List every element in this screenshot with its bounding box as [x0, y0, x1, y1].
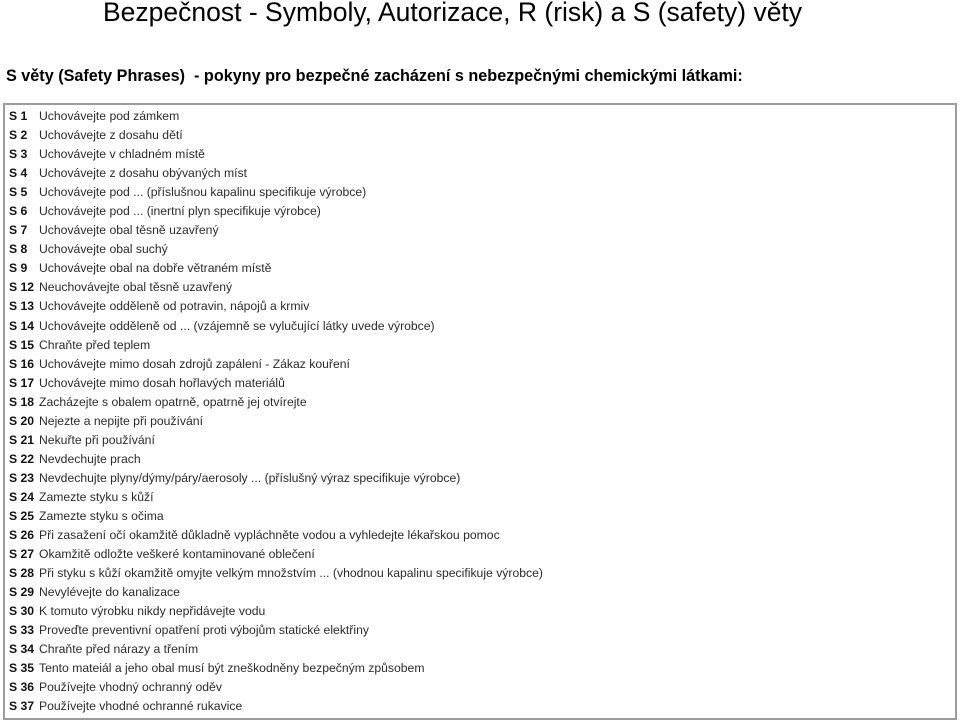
table-row: [5, 678, 955, 697]
phrase-text: Proveďte preventivní opatření proti výbojům statické elektřiny: [39, 623, 369, 638]
phrase-text: Uchovávejte pod zámkem: [39, 109, 180, 124]
table-row: [5, 278, 955, 297]
phrase-text: Používejte vhodný ochranný oděv: [39, 680, 222, 695]
phrase-code: S 20: [9, 413, 35, 428]
phrase-code: S 5: [9, 185, 28, 200]
phrase-code: S 24: [9, 489, 35, 504]
phrase-code: S 1: [9, 109, 28, 124]
phrase-code: S 12: [9, 280, 35, 295]
phrase-text: Zamezte styku s očima: [39, 509, 164, 523]
phrase-code: S 7: [9, 223, 28, 238]
phrase-text: Při zasažení očí okamžitě důkladně vypláchněte vodou a vyhledejte lékařskou pomoc: [39, 528, 500, 543]
table-row: [5, 297, 955, 316]
table-row: [5, 336, 955, 355]
table-row: [5, 164, 955, 183]
table-row: [5, 412, 955, 431]
phrase-code: S 3: [9, 147, 28, 162]
table-row: [5, 126, 955, 145]
table-row: [5, 317, 955, 336]
phrase-text: Uchovávejte mimo dosah zdrojů zapálení - Zákaz kouření: [39, 356, 350, 371]
phrase-code: S 17: [9, 375, 35, 390]
table-row: [5, 488, 955, 507]
phrase-text: Uchovávejte pod ... (příslušnou kapalinu specifikuje výrobce): [39, 185, 367, 200]
phrase-code: S 33: [9, 623, 35, 638]
table-row: [5, 526, 955, 545]
phrase-text: Chraňte před teplem: [39, 337, 151, 352]
table-row: [5, 221, 955, 240]
phrase-code: S 37: [9, 699, 35, 714]
phrase-text: Používejte vhodné ochranné rukavice: [39, 699, 243, 714]
phrase-text: Uchovávejte pod ... (inertní plyn specifikuje výrobce): [39, 204, 321, 219]
phrase-code: S 26: [9, 528, 35, 543]
phrase-text: Okamžitě odložte veškeré kontaminované oblečení: [39, 547, 315, 562]
table-row: [5, 202, 955, 221]
table-row: [5, 431, 955, 450]
table-row: [5, 374, 955, 393]
phrase-code: S 23: [9, 470, 35, 485]
phrase-code: S 25: [9, 509, 35, 523]
table-row: [5, 259, 955, 278]
phrase-code: S 28: [9, 566, 35, 581]
table-row: [5, 355, 955, 374]
phrase-text: Uchovávejte obal těsně uzavřený: [39, 223, 219, 238]
phrase-code: S 18: [9, 394, 35, 409]
table-row: [5, 107, 955, 126]
phrase-text: Uchovávejte v chladném místě: [39, 147, 205, 162]
table-row: [5, 564, 955, 583]
phrase-code: S 15: [9, 337, 35, 352]
phrase-code: S 16: [9, 356, 35, 371]
phrase-code: S 8: [9, 242, 28, 257]
phrase-text: Zamezte styku s kůží: [39, 489, 154, 504]
table-row: [5, 183, 955, 202]
table-row: [5, 145, 955, 164]
phrase-code: S 27: [9, 547, 35, 562]
phrase-code: S 14: [9, 318, 35, 333]
phrase-code: S 9: [9, 261, 28, 276]
safety-phrases-table: [3, 103, 957, 720]
phrase-text: Při styku s kůží okamžitě omyjte velkým množstvím ... (vhodnou kapalinu specifikuje výrobce): [39, 566, 543, 581]
phrase-code: S 30: [9, 604, 35, 619]
table-row: [5, 621, 955, 640]
phrase-text: Uchovávejte obal suchý: [39, 242, 168, 257]
phrase-code: S 21: [9, 432, 35, 447]
phrase-text: Tento mateiál a jeho obal musí být zneškodněny bezpečným způsobem: [39, 661, 425, 676]
table-row: [5, 240, 955, 259]
phrase-text: Nekuřte při používání: [39, 432, 155, 447]
phrase-text: K tomuto výrobku nikdy nepřidávejte vodu: [39, 604, 266, 619]
table-row: [5, 659, 955, 678]
section-heading: S věty (Safety Phrases) - pokyny pro bezpečné zacházení s nebezpečnými chemickými látkami:: [6, 67, 743, 85]
phrase-text: Uchovávejte mimo dosah hořlavých materiálů: [39, 375, 285, 390]
phrase-text: Nejezte a nepijte při používání: [39, 413, 203, 428]
table-row: [5, 507, 955, 526]
phrase-text: Uchovávejte z dosahu obývaných míst: [39, 166, 247, 181]
phrase-code: S 22: [9, 451, 35, 466]
page-title: Bezpečnost - Symboly, Autorizace, R (risk) a S (safety) věty: [103, 0, 803, 27]
phrase-text: Zacházejte s obalem opatrně, opatrně jej otvírejte: [39, 394, 307, 409]
phrase-text: Nevylévejte do kanalizace: [39, 585, 180, 600]
phrase-code: S 29: [9, 585, 35, 600]
phrase-text: Uchovávejte odděleně od potravin, nápojů a krmiv: [39, 299, 310, 314]
table-row: [5, 450, 955, 469]
phrase-text: Uchovávejte obal na dobře větraném místě: [39, 261, 272, 276]
phrase-code: S 6: [9, 204, 28, 219]
phrase-code: S 34: [9, 642, 35, 657]
phrase-text: Nevdechujte plyny/dýmy/páry/aerosoly ... (příslušný výraz specifikuje výrobce): [39, 470, 461, 485]
phrase-text: Nevdechujte prach: [39, 451, 141, 466]
phrase-text: Chraňte před nárazy a třením: [39, 642, 199, 657]
table-row: [5, 393, 955, 412]
phrase-code: S 36: [9, 680, 35, 695]
phrase-code: S 2: [9, 128, 28, 143]
table-row: [5, 583, 955, 602]
table-row: [5, 545, 955, 564]
table-row: [5, 602, 955, 621]
phrase-code: S 13: [9, 299, 35, 314]
phrase-text: Uchovávejte z dosahu dětí: [39, 128, 183, 143]
table-row: [5, 697, 955, 716]
phrase-code: S 35: [9, 661, 35, 676]
phrase-text: Neuchovávejte obal těsně uzavřený: [39, 280, 233, 295]
table-row: [5, 469, 955, 488]
phrase-code: S 4: [9, 166, 28, 181]
phrase-text: Uchovávejte odděleně od ... (vzájemně se vylučující látky uvede výrobce): [39, 318, 435, 333]
table-row: [5, 640, 955, 659]
